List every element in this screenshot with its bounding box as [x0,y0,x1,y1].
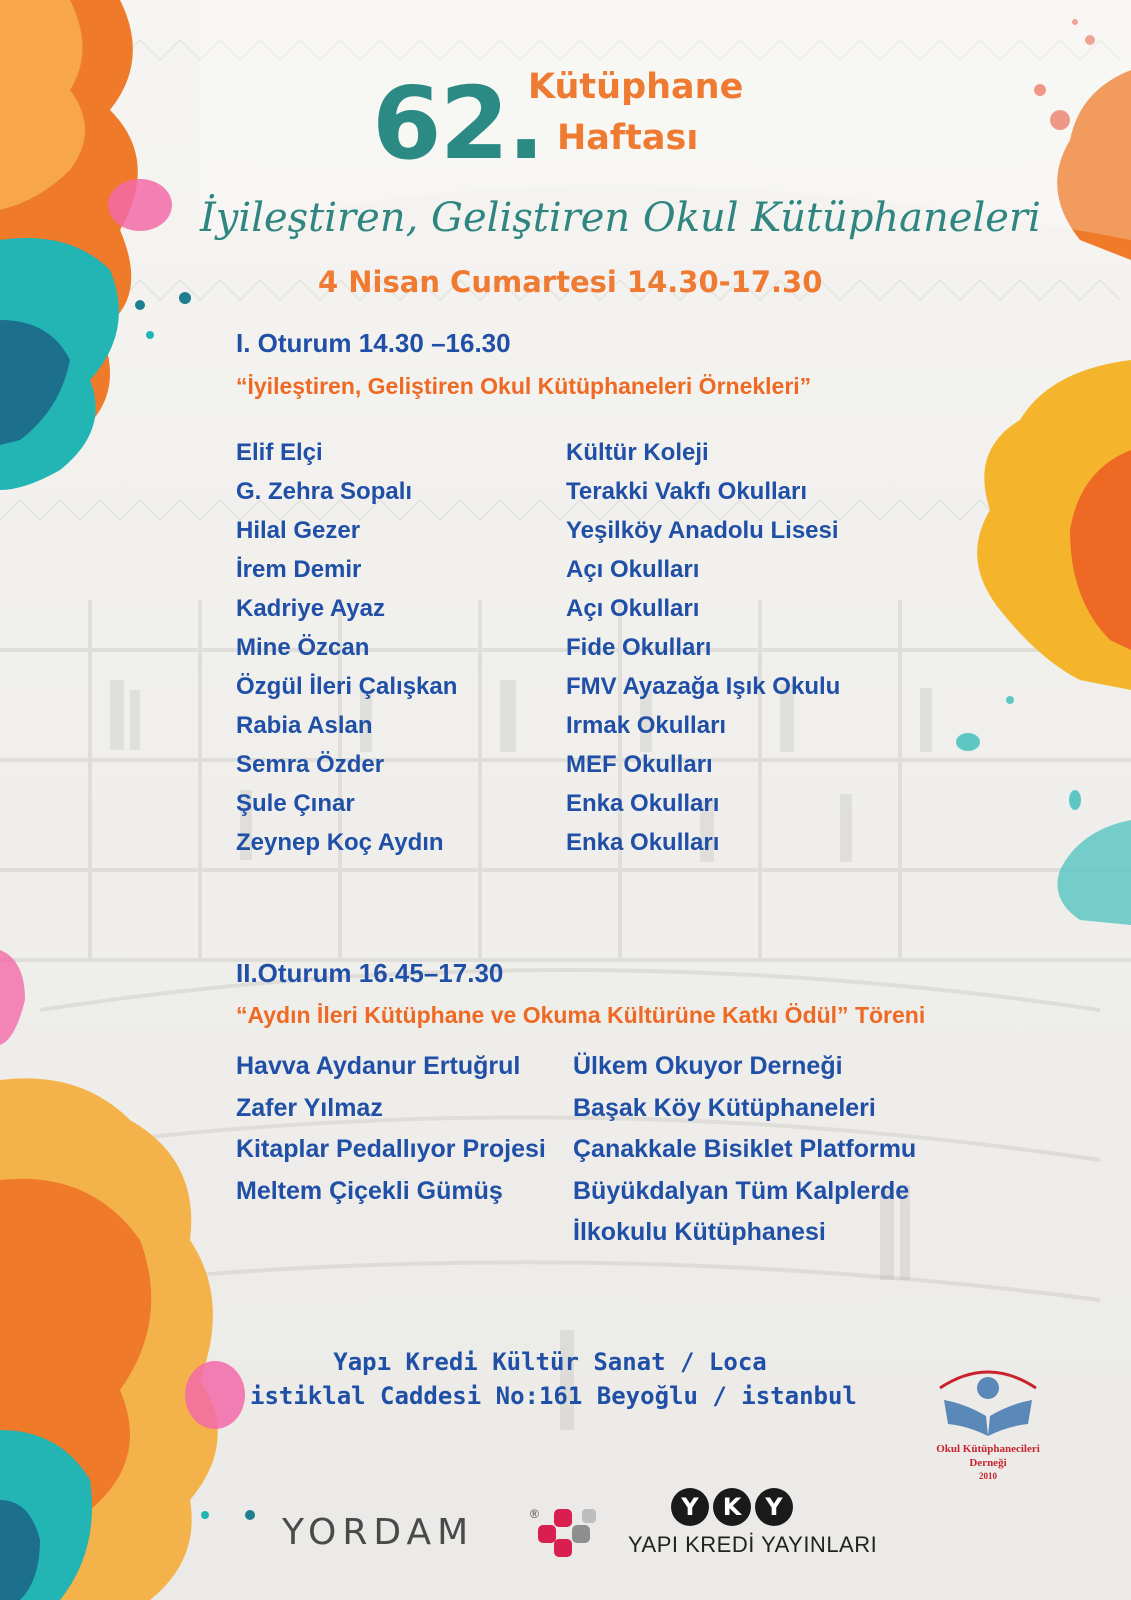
speaker-name: Rabia Aslan [236,712,373,739]
session-1-names [236,433,457,862]
school-name: Terakki Vakfı Okulları [566,478,808,505]
venue-line-2: istiklal Caddesi No:161 Beyoğlu / istanbul [250,1382,857,1410]
edition-number: 62. [372,65,544,182]
event-subtitle: İyileştiren, Geliştiren Okul Kütüphaneleri [200,195,1041,241]
yky-letter: K [713,1488,751,1526]
school-name: Fide Okulları [566,634,712,661]
venue-line-1: Yapı Kredi Kültür Sanat / Loca [333,1348,767,1376]
speaker-name: Hilal Gezer [236,517,361,544]
session-1-title: I. Oturum 14.30 –16.30 [236,328,511,358]
school-name: Açı Okulları [566,595,700,622]
title-word-week: Haftası [557,118,699,158]
school-name: Enka Okulları [566,829,720,856]
yky-logo [628,1488,878,1558]
speaker-name: Özgül İleri Çalışkan [236,673,458,700]
speaker-name: Şule Çınar [236,790,355,817]
speaker-name: Kadriye Ayaz [236,595,385,622]
awardee-name: Havva Aydanur Ertuğrul [236,1052,521,1080]
awardee-org: Çanakkale Bisiklet Platformu [573,1135,917,1163]
event-date: 4 Nisan Cumartesi 14.30-17.30 [318,265,823,299]
yky-letter: Y [755,1488,793,1526]
awardee-name: Kitaplar Pedallıyor Projesi [236,1135,546,1163]
awardee-org: Başak Köy Kütüphaneleri [573,1093,876,1122]
okd-logo [918,1358,1058,1498]
yky-name: YAPI KREDİ YAYINLARI [628,1532,878,1557]
okd-name [918,1443,1058,1482]
session-2-subtitle: “Aydın İleri Kütüphane ve Okuma Kültürüne Katkı Ödül” Töreni [236,1002,926,1028]
school-name: Enka Okulları [566,790,720,817]
speaker-name: Semra Özder [236,751,385,778]
awardee-org: Ülkem Okuyor Derneği [573,1052,843,1080]
title-word-library: Kütüphane [528,67,744,107]
okd-name-line2: Derneği [969,1456,1007,1469]
session-1-schools [566,433,840,862]
session-2-names [236,1046,546,1212]
school-name: MEF Okulları [566,751,713,778]
speaker-name: Elif Elçi [236,439,323,466]
school-name: FMV Ayazağa Işık Okulu [566,673,841,700]
awardee-name: Zafer Yılmaz [236,1093,383,1122]
okd-year: 2010 [979,1470,997,1481]
school-name: Irmak Okulları [566,712,727,739]
school-name: Kültür Koleji [566,439,709,466]
session-2-title: II.Oturum 16.45–17.30 [236,958,504,988]
speaker-name: Mine Özcan [236,634,370,661]
session-1-subtitle: “İyileştiren, Geliştiren Okul Kütüphaneleri Örnekleri” [236,373,812,399]
speaker-name: Zeynep Koç Aydın [236,829,444,856]
okd-emblem-icon [918,1358,1058,1438]
speaker-name: İrem Demir [236,556,362,583]
school-name: Açı Okulları [566,556,700,583]
awardee-name: Meltem Çiçekli Gümüş [236,1176,503,1205]
awardee-org: Büyükdalyan Tüm Kalplerde [573,1176,910,1205]
yordam-wordmark: YORDAM [282,1512,475,1553]
yordam-mark-icon [534,1505,604,1561]
session-2-orgs [573,1046,916,1254]
yordam-registered-mark: ® [530,1507,539,1521]
okd-name-line1: Okul Kütüphanecileri [936,1443,1040,1455]
awardee-org: İlkokulu Kütüphanesi [573,1218,826,1246]
yordam-logo [282,1505,612,1561]
yky-emblem [608,1488,860,1526]
school-name: Yeşilköy Anadolu Lisesi [566,517,839,544]
yky-letter: Y [671,1488,709,1526]
speaker-name: G. Zehra Sopalı [236,478,413,505]
